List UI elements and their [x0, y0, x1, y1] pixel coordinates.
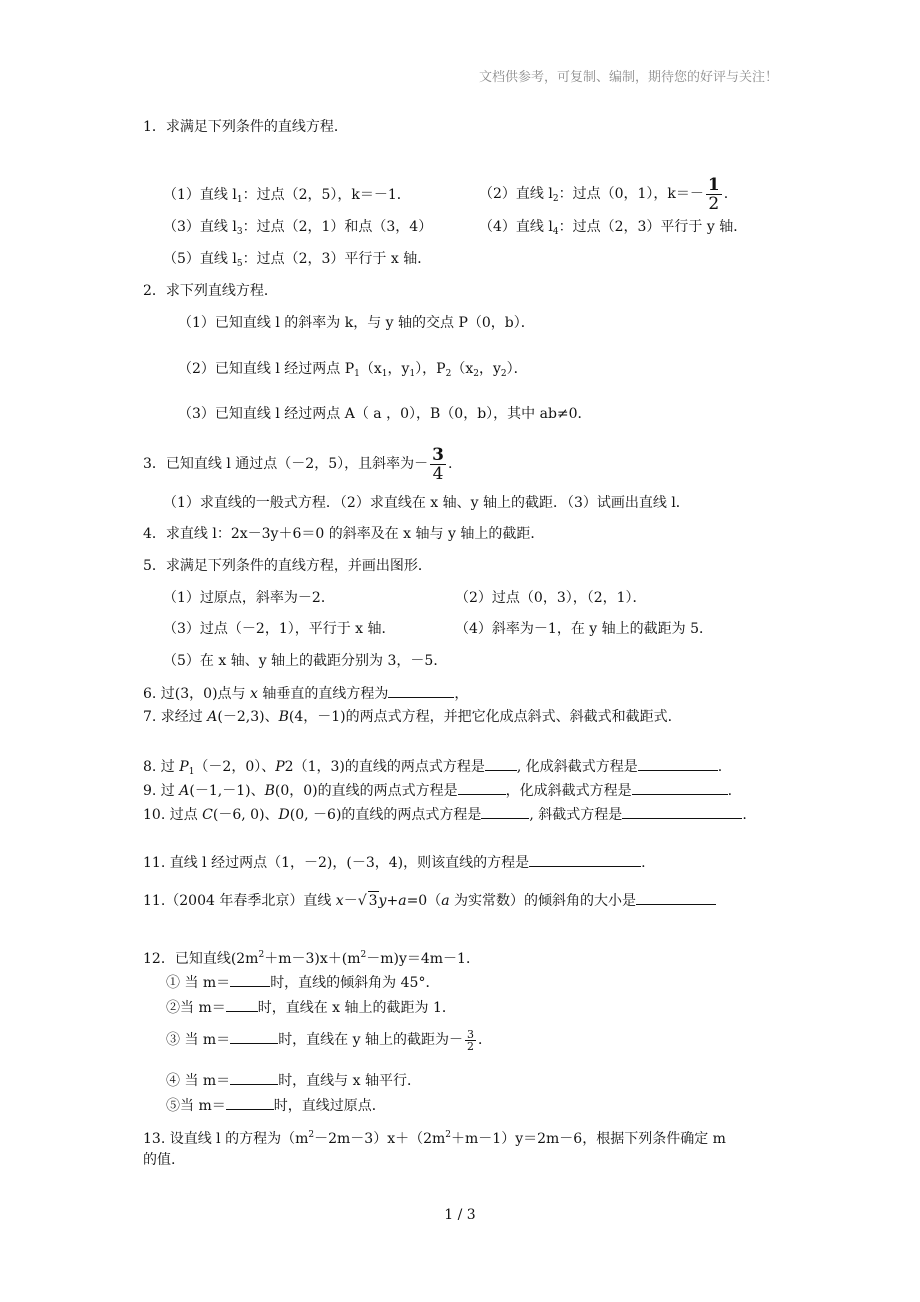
- q12-title: 12．已知直线$(2m^2+m-3)x+(m^2-m)y=4m-1$．: [143, 950, 480, 967]
- answer-blank[interactable]: [226, 997, 258, 1012]
- q10: 10. 过点 C(－6, 0)、D(0, －6)的直线的两点式方程是 , 斜截式方程是 .: [143, 804, 747, 824]
- q6: 6. 过(3，0)点与 x 轴垂直的直线方程为 ，: [143, 683, 468, 703]
- fraction: $\frac{3}{2}$: [467, 1027, 474, 1053]
- header-note: 文档供参考，可复制、编制，期待您的好评与关注！: [478, 70, 778, 85]
- q5-part5: （5）在 x 轴、y 轴上的截距分别为 3，－5．: [163, 653, 448, 669]
- q1-part2: （2）直线 $l_2$：过点（0，1），k＝－ $\frac{1}{2}$ .: [479, 174, 729, 214]
- q1-part1: （1）直线 $l_1$：过点（2，5），k＝－1．: [163, 187, 411, 205]
- q2-part1: （1）已知直线 l 的斜率为 k，与 y 轴的交点 P（0，b）．: [178, 315, 535, 331]
- q12-item1: ① 当 m＝ 时，直线的倾斜角为 45°．: [166, 972, 439, 992]
- q11b: 11.（2004 年春季北京）直线 x－√ 3y+a=0（a 为实常数）的倾斜角的大小是: [143, 890, 716, 910]
- q12-item2: ②当 m＝ 时，直线在 x 轴上的截距为 1．: [166, 997, 456, 1017]
- q1-part4: （4）直线 $l_4$：过点（2，3）平行于 y 轴．: [479, 219, 748, 237]
- q5-title: 5．求满足下列条件的直线方程，并画出图形．: [143, 558, 432, 574]
- answer-blank[interactable]: [230, 972, 270, 987]
- q12-item5: ⑤当 m＝ 时，直线过原点．: [166, 1095, 386, 1115]
- fraction: $\frac{1}{2}$: [707, 174, 720, 214]
- q13-line1: 13. 设直线 l 的方程为$(m^2-2m-3)x+(2m^2+m-1)y=2m-6$，根据下列条件确定 m: [143, 1130, 726, 1147]
- answer-blank[interactable]: [481, 804, 529, 819]
- page-number: 1 / 3: [444, 1207, 476, 1223]
- q8: 8. 过 $P_1(-2$，0）、P2（1，3)的直线的两点式方程是 , 化成斜截式方程是 .: [143, 756, 722, 781]
- answer-blank[interactable]: [230, 1070, 278, 1085]
- q12-item3: ③ 当 m＝ 时，直线在 y 轴上的截距为－ $\frac{3}{2}$ ．: [166, 1027, 492, 1053]
- answer-blank[interactable]: [388, 683, 454, 698]
- fraction: $\frac{3}{4}$: [432, 444, 444, 484]
- q12-item4: ④ 当 m＝ 时，直线与 x 轴平行．: [166, 1070, 421, 1090]
- answer-blank[interactable]: [485, 756, 517, 771]
- q3-parts: （1）求直线的一般式方程．（2）求直线在 x 轴、y 轴上的截距．（3）试画出直线 l．: [163, 495, 690, 511]
- answer-blank[interactable]: [638, 756, 718, 771]
- q7: 7. 求经过 A(－2,3)、B(4，－1)的两点式方程，并把它化成点斜式、斜截式和截距式.: [143, 709, 673, 725]
- q2-part3: （3）已知直线 l 经过两点 A（ a ，0），B（0，b），其中 ab≠0．: [178, 406, 592, 422]
- q4-title: 4．求直线 l：2x－3y＋6＝0 的斜率及在 x 轴与 y 轴上的截距．: [143, 526, 545, 542]
- answer-blank[interactable]: [636, 890, 716, 905]
- q13-line2: 的值.: [143, 1152, 176, 1168]
- answer-blank[interactable]: [622, 804, 742, 819]
- q5-part3: （3）过点（－2，1），平行于 x 轴．: [163, 621, 396, 637]
- answer-blank[interactable]: [230, 1029, 278, 1044]
- q11a: 11. 直线 l 经过两点（1，－2)，(－3，4)，则该直线的方程是 .: [143, 852, 646, 872]
- q5-part4: （4）斜率为－1，在 y 轴上的截距为 5．: [455, 621, 713, 637]
- q1-part5: （5）直线 $l_5$：过点（2，3）平行于 x 轴．: [163, 251, 432, 269]
- q3-title: 3．已知直线 l 通过点（－2，5），且斜率为－ $\frac{3}{4}$ .: [143, 444, 453, 484]
- q9: 9. 过 A(－1,－1)、B(0，0)的直线的两点式方程是 ，化成斜截式方程是 .: [143, 780, 732, 800]
- q1-title: 1．求满足下列条件的直线方程．: [143, 119, 348, 135]
- q2-part2: （2）已知直线 l 经过两点 $P_1(x_1$，$y_1$），$P_2(x_2$，$y_2$）．: [178, 361, 528, 379]
- q5-part1: （1）过原点，斜率为－2．: [163, 590, 335, 606]
- q1-part3: （3）直线 $l_3$：过点（2，1）和点（3，4）: [163, 219, 433, 237]
- answer-blank[interactable]: [529, 852, 641, 867]
- answer-blank[interactable]: [458, 780, 506, 795]
- q5-part2: （2）过点（0，3），（2，1）．: [455, 590, 647, 606]
- answer-blank[interactable]: [226, 1095, 274, 1110]
- answer-blank[interactable]: [632, 780, 728, 795]
- q2-title: 2．求下列直线方程．: [143, 283, 278, 299]
- sqrt-sign: √: [357, 893, 367, 909]
